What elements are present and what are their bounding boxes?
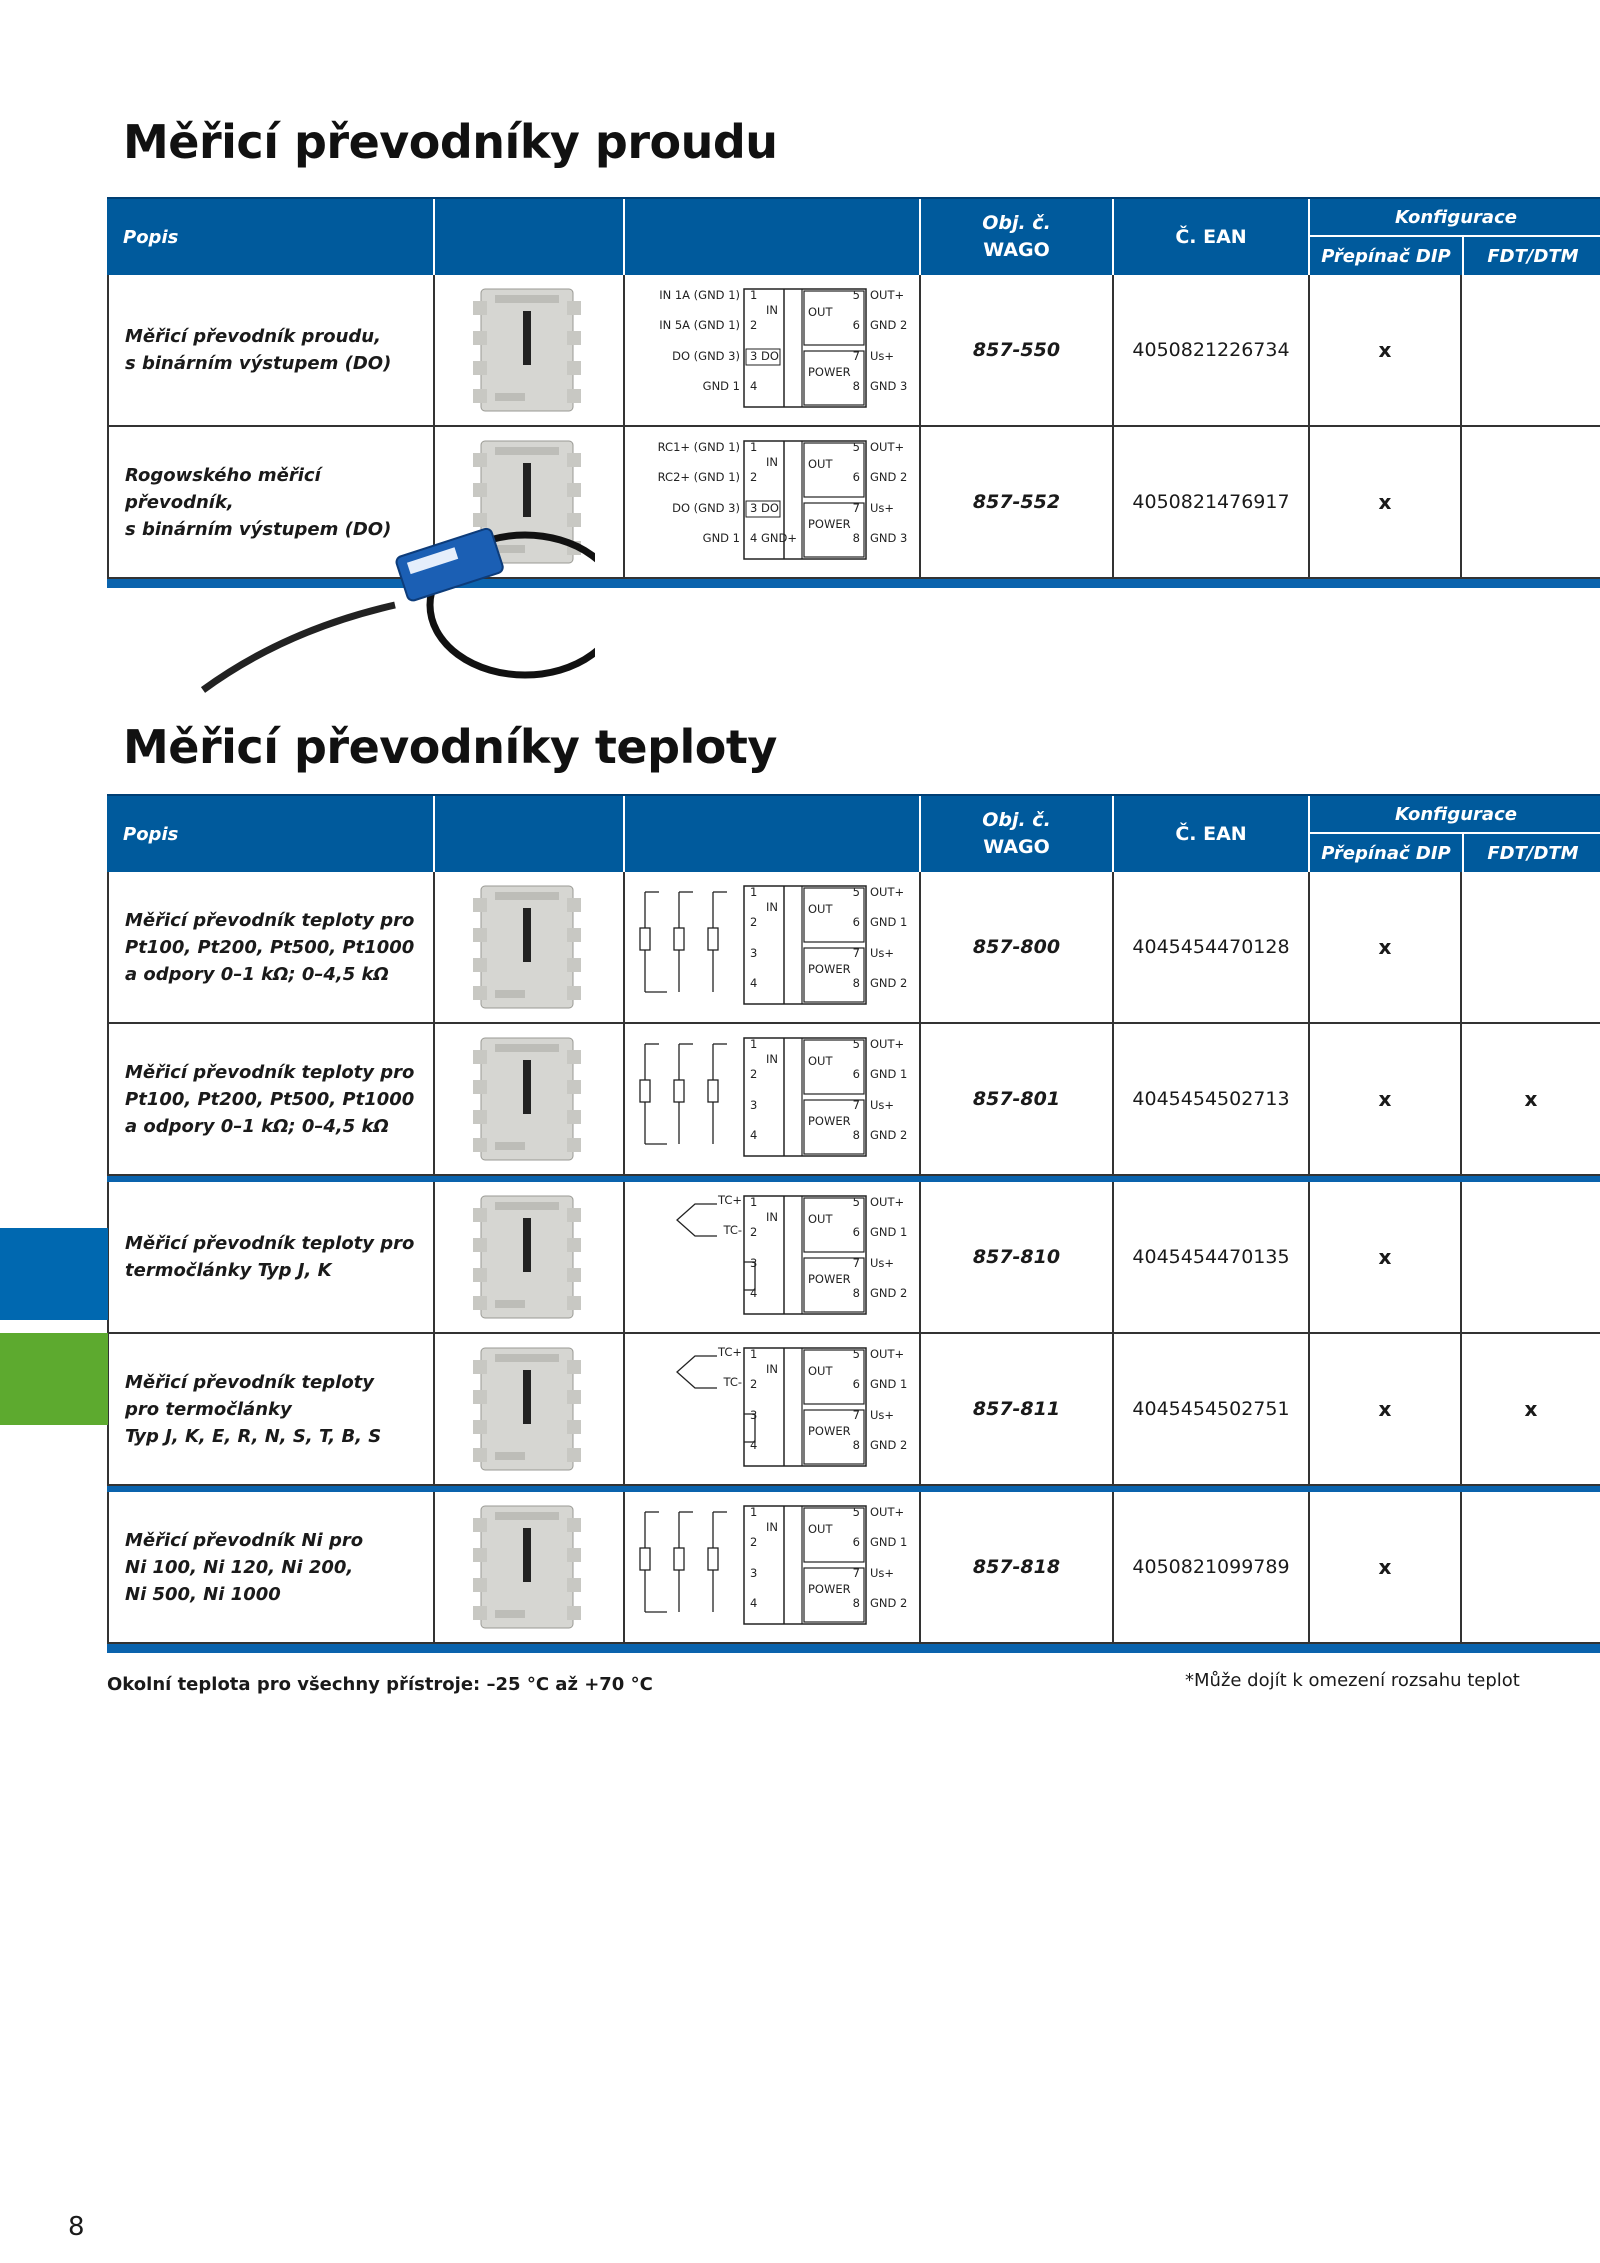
product-image-cell <box>433 1024 623 1174</box>
product-description: Měřicí převodník teploty pro termočlánky Typ J, K, E, R, N, S, T, B, S <box>107 1334 433 1484</box>
svg-text:3: 3 <box>750 946 758 960</box>
header-fdt: FDT/DTM <box>1462 237 1600 275</box>
svg-text:POWER: POWER <box>808 1114 851 1128</box>
wiring-cell <box>623 1334 919 1484</box>
svg-text:Us+: Us+ <box>870 946 895 960</box>
svg-text:8: 8 <box>852 1438 860 1452</box>
svg-text:GND 2: GND 2 <box>870 1128 908 1142</box>
header-image <box>433 199 623 275</box>
wiring-cell <box>623 1024 919 1174</box>
svg-text:5: 5 <box>852 885 860 899</box>
header-konfigurace <box>1308 796 1600 872</box>
svg-text:GND 2: GND 2 <box>870 470 908 484</box>
ean-code: 4050821476917 <box>1112 427 1308 577</box>
dip-switch-mark: x <box>1308 1024 1460 1174</box>
svg-text:4: 4 <box>750 1286 758 1300</box>
product-description: Měřicí převodník proudu, s binárním výstupem (DO) <box>107 275 433 425</box>
svg-text:6: 6 <box>852 470 860 484</box>
product-description: Měřicí převodník teploty pro Pt100, Pt200, Pt500, Pt1000 a odpory 0–1 kΩ; 0–4,5 kΩ <box>107 1024 433 1174</box>
svg-text:GND 2: GND 2 <box>870 976 908 990</box>
product-description: Měřicí převodník teploty pro Pt100, Pt200, Pt500, Pt1000 a odpory 0–1 kΩ; 0–4,5 kΩ <box>107 872 433 1022</box>
device-image <box>473 1500 583 1634</box>
table-bottom-bar <box>107 1644 1600 1653</box>
svg-text:1: 1 <box>750 288 758 302</box>
order-number: 857-811 <box>919 1334 1112 1484</box>
svg-text:8: 8 <box>852 1286 860 1300</box>
svg-text:3: 3 <box>750 1408 758 1422</box>
svg-text:6: 6 <box>852 915 860 929</box>
svg-text:GND 1: GND 1 <box>870 1225 908 1239</box>
svg-text:5: 5 <box>852 288 860 302</box>
fdt-dtm-mark <box>1460 1182 1600 1332</box>
svg-text:4: 4 <box>750 379 758 393</box>
svg-text:2: 2 <box>750 318 758 332</box>
order-number: 857-552 <box>919 427 1112 577</box>
svg-text:OUT+: OUT+ <box>870 1037 905 1051</box>
svg-text:2: 2 <box>750 1535 758 1549</box>
wiring-diagram <box>637 283 917 417</box>
ean-code: 4050821099789 <box>1112 1492 1308 1642</box>
svg-text:8: 8 <box>852 379 860 393</box>
svg-text:2: 2 <box>750 470 758 484</box>
svg-text:Us+: Us+ <box>870 1256 895 1270</box>
product-image-cell <box>433 1492 623 1642</box>
ean-code: 4045454502751 <box>1112 1334 1308 1484</box>
svg-text:POWER: POWER <box>808 1424 851 1438</box>
svg-text:IN: IN <box>766 1362 778 1376</box>
device-image <box>473 880 583 1014</box>
svg-text:IN: IN <box>766 1520 778 1534</box>
product-description: Měřicí převodník Ni pro Ni 100, Ni 120, Ni 200, Ni 500, Ni 1000 <box>107 1492 433 1642</box>
wiring-diagram <box>637 1500 917 1634</box>
device-image <box>473 283 583 417</box>
svg-text:OUT+: OUT+ <box>870 1347 905 1361</box>
device-image <box>473 1342 583 1476</box>
table-header <box>107 794 1600 872</box>
svg-text:IN: IN <box>766 900 778 914</box>
svg-text:7: 7 <box>852 1408 860 1422</box>
wiring-cell <box>623 1492 919 1642</box>
order-number: 857-800 <box>919 872 1112 1022</box>
svg-text:1: 1 <box>750 440 758 454</box>
device-image <box>473 1190 583 1324</box>
svg-text:GND 1: GND 1 <box>870 1067 908 1081</box>
svg-text:Us+: Us+ <box>870 501 895 515</box>
header-obj <box>919 199 1112 275</box>
svg-text:RC2+ (GND 1): RC2+ (GND 1) <box>657 470 740 484</box>
header-obj-line1: Obj. č. <box>982 212 1051 234</box>
ean-code: 4045454470128 <box>1112 872 1308 1022</box>
fdt-dtm-mark <box>1460 275 1600 425</box>
wiring-diagram <box>637 435 917 569</box>
svg-text:OUT: OUT <box>808 1364 833 1378</box>
svg-text:2: 2 <box>750 1377 758 1391</box>
svg-text:IN: IN <box>766 303 778 317</box>
svg-text:GND 1: GND 1 <box>870 1377 908 1391</box>
header-obj-line2: WAGO <box>983 239 1050 261</box>
dip-switch-mark: x <box>1308 1334 1460 1484</box>
order-number: 857-818 <box>919 1492 1112 1642</box>
header-wiring <box>623 796 919 872</box>
table-row <box>107 1492 1600 1644</box>
svg-text:OUT+: OUT+ <box>870 288 905 302</box>
svg-text:IN: IN <box>766 455 778 469</box>
order-number: 857-801 <box>919 1024 1112 1174</box>
section-title-temperature: Měřicí převodníky teploty <box>123 720 777 774</box>
ean-code: 4045454470135 <box>1112 1182 1308 1332</box>
fdt-dtm-mark: x <box>1460 1024 1600 1174</box>
fdt-dtm-mark <box>1460 1492 1600 1642</box>
svg-text:3: 3 <box>750 1566 758 1580</box>
svg-text:1: 1 <box>750 1505 758 1519</box>
header-obj-line2: WAGO <box>983 836 1050 858</box>
wiring-diagram <box>637 1032 917 1166</box>
svg-text:8: 8 <box>852 1128 860 1142</box>
svg-text:6: 6 <box>852 1067 860 1081</box>
svg-text:GND 1: GND 1 <box>870 915 908 929</box>
table-row <box>107 872 1600 1024</box>
svg-text:GND 1: GND 1 <box>702 379 740 393</box>
wiring-diagram <box>637 1342 917 1476</box>
wiring-cell <box>623 1182 919 1332</box>
header-image <box>433 796 623 872</box>
dip-switch-mark: x <box>1308 872 1460 1022</box>
svg-text:7: 7 <box>852 1256 860 1270</box>
product-image-cell <box>433 1334 623 1484</box>
table-row <box>107 1334 1600 1486</box>
footnote: *Může dojít k omezení rozsahu teplot <box>1185 1670 1520 1691</box>
svg-text:8: 8 <box>852 1596 860 1610</box>
svg-text:5: 5 <box>852 1347 860 1361</box>
dip-switch-mark: x <box>1308 427 1460 577</box>
dip-switch-mark: x <box>1308 1182 1460 1332</box>
svg-text:OUT: OUT <box>808 1054 833 1068</box>
svg-text:POWER: POWER <box>808 517 851 531</box>
svg-text:7: 7 <box>852 501 860 515</box>
svg-text:6: 6 <box>852 318 860 332</box>
svg-text:OUT: OUT <box>808 305 833 319</box>
header-obj-line1: Obj. č. <box>982 809 1051 831</box>
side-tab-blue <box>0 1228 108 1320</box>
header-konfigurace-title: Konfigurace <box>1310 796 1600 834</box>
svg-text:3: 3 <box>750 1098 758 1112</box>
table-row <box>107 1024 1600 1176</box>
svg-text:2: 2 <box>750 1067 758 1081</box>
svg-text:GND 2: GND 2 <box>870 1286 908 1300</box>
svg-text:POWER: POWER <box>808 1272 851 1286</box>
product-description: Měřicí převodník teploty pro termočlánky Typ J, K <box>107 1182 433 1332</box>
fdt-dtm-mark <box>1460 427 1600 577</box>
svg-text:7: 7 <box>852 349 860 363</box>
svg-text:1: 1 <box>750 885 758 899</box>
svg-text:4: 4 <box>750 1596 758 1610</box>
svg-text:TC-: TC- <box>723 1223 742 1237</box>
svg-text:5: 5 <box>852 1195 860 1209</box>
header-ean: Č. EAN <box>1112 199 1308 275</box>
wiring-diagram <box>637 1190 917 1324</box>
svg-text:4: 4 <box>750 1438 758 1452</box>
svg-text:OUT+: OUT+ <box>870 885 905 899</box>
product-image-cell <box>433 872 623 1022</box>
svg-text:7: 7 <box>852 1098 860 1112</box>
svg-text:3 DO: 3 DO <box>750 501 779 515</box>
svg-text:6: 6 <box>852 1377 860 1391</box>
order-number: 857-810 <box>919 1182 1112 1332</box>
header-konfigurace-title: Konfigurace <box>1310 199 1600 237</box>
header-popis: Popis <box>123 226 179 248</box>
svg-text:DO (GND 3): DO (GND 3) <box>672 349 740 363</box>
header-popis: Popis <box>123 823 179 845</box>
svg-text:6: 6 <box>852 1535 860 1549</box>
wiring-diagram <box>637 880 917 1014</box>
product-image-cell <box>433 275 623 425</box>
product-description: Rogowského měřicí převodník, s binárním výstupem (DO) <box>107 427 433 577</box>
svg-text:8: 8 <box>852 976 860 990</box>
svg-text:IN: IN <box>766 1052 778 1066</box>
rogowski-coil-image <box>195 510 595 700</box>
svg-text:GND 2: GND 2 <box>870 1438 908 1452</box>
svg-text:1: 1 <box>750 1347 758 1361</box>
svg-text:POWER: POWER <box>808 1582 851 1596</box>
ean-code: 4050821226734 <box>1112 275 1308 425</box>
dip-switch-mark: x <box>1308 1492 1460 1642</box>
ambient-temperature-note: Okolní teplota pro všechny přístroje: –25 °C až +70 °C <box>107 1674 653 1695</box>
svg-text:DO (GND 3): DO (GND 3) <box>672 501 740 515</box>
svg-text:2: 2 <box>750 1225 758 1239</box>
section-title-current: Měřicí převodníky proudu <box>123 115 778 169</box>
header-konfigurace <box>1308 199 1600 275</box>
svg-text:1: 1 <box>750 1195 758 1209</box>
side-tab-green <box>0 1333 108 1425</box>
dip-switch-mark: x <box>1308 275 1460 425</box>
header-obj <box>919 796 1112 872</box>
svg-text:TC-: TC- <box>723 1375 742 1389</box>
wiring-cell <box>623 275 919 425</box>
svg-text:4: 4 <box>750 1128 758 1142</box>
device-image <box>473 1032 583 1166</box>
svg-text:7: 7 <box>852 1566 860 1580</box>
svg-text:5: 5 <box>852 440 860 454</box>
svg-text:POWER: POWER <box>808 962 851 976</box>
svg-text:1: 1 <box>750 1037 758 1051</box>
table-header <box>107 197 1600 275</box>
header-dip: Přepínač DIP <box>1321 842 1451 864</box>
svg-text:Us+: Us+ <box>870 1408 895 1422</box>
svg-text:Us+: Us+ <box>870 1098 895 1112</box>
svg-text:4: 4 <box>750 976 758 990</box>
svg-text:RC1+ (GND 1): RC1+ (GND 1) <box>657 440 740 454</box>
svg-text:7: 7 <box>852 946 860 960</box>
svg-text:GND 2: GND 2 <box>870 1596 908 1610</box>
svg-text:Us+: Us+ <box>870 349 895 363</box>
svg-text:2: 2 <box>750 915 758 929</box>
svg-text:GND 3: GND 3 <box>870 379 908 393</box>
table-row <box>107 275 1600 427</box>
svg-text:OUT+: OUT+ <box>870 440 905 454</box>
svg-text:GND 1: GND 1 <box>702 531 740 545</box>
svg-text:4 GND+: 4 GND+ <box>750 531 797 545</box>
svg-text:8: 8 <box>852 531 860 545</box>
svg-text:GND 3: GND 3 <box>870 531 908 545</box>
svg-text:IN 1A (GND 1): IN 1A (GND 1) <box>659 288 740 302</box>
header-wiring <box>623 199 919 275</box>
svg-text:GND 1: GND 1 <box>870 1535 908 1549</box>
svg-text:OUT: OUT <box>808 1212 833 1226</box>
svg-text:OUT+: OUT+ <box>870 1195 905 1209</box>
svg-text:Us+: Us+ <box>870 1566 895 1580</box>
svg-text:6: 6 <box>852 1225 860 1239</box>
svg-text:OUT: OUT <box>808 1522 833 1536</box>
svg-text:OUT: OUT <box>808 902 833 916</box>
wiring-cell <box>623 427 919 577</box>
svg-text:5: 5 <box>852 1037 860 1051</box>
svg-text:3: 3 <box>750 1256 758 1270</box>
fdt-dtm-mark <box>1460 872 1600 1022</box>
header-ean: Č. EAN <box>1112 796 1308 872</box>
page-number: 8 <box>68 2212 85 2242</box>
fdt-dtm-mark: x <box>1460 1334 1600 1484</box>
ean-code: 4045454502713 <box>1112 1024 1308 1174</box>
temperature-transducers-table <box>107 794 1600 1653</box>
header-dip: Přepínač DIP <box>1321 245 1451 267</box>
svg-text:IN: IN <box>766 1210 778 1224</box>
svg-text:POWER: POWER <box>808 365 851 379</box>
product-image-cell <box>433 1182 623 1332</box>
svg-text:OUT: OUT <box>808 457 833 471</box>
svg-text:IN 5A (GND 1): IN 5A (GND 1) <box>659 318 740 332</box>
svg-text:3 DO: 3 DO <box>750 349 779 363</box>
svg-text:OUT+: OUT+ <box>870 1505 905 1519</box>
table-row <box>107 1182 1600 1334</box>
svg-text:5: 5 <box>852 1505 860 1519</box>
svg-text:TC+: TC+ <box>717 1193 742 1207</box>
wiring-cell <box>623 872 919 1022</box>
order-number: 857-550 <box>919 275 1112 425</box>
header-fdt: FDT/DTM <box>1462 834 1600 872</box>
svg-text:TC+: TC+ <box>717 1345 742 1359</box>
svg-text:GND 2: GND 2 <box>870 318 908 332</box>
